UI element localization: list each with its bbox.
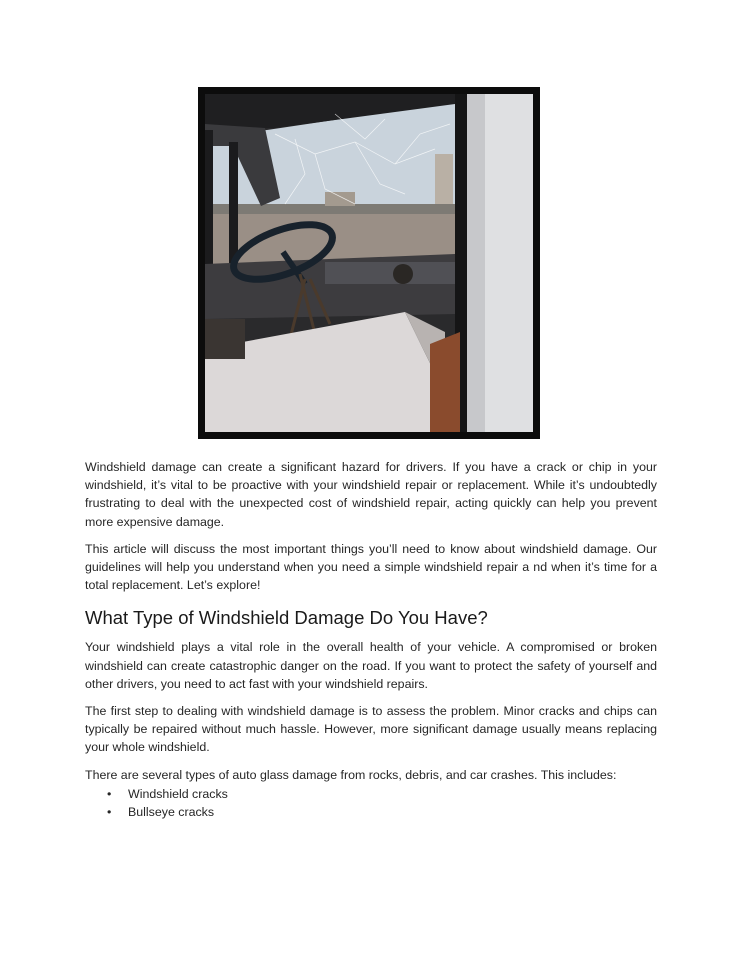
bullet-icon: • [107, 805, 112, 820]
damage-types-list [85, 785, 657, 821]
section-paragraph-1: Your windshield plays a vital role in the overall health of your vehicle. A compromised or broken windshield can create catastrophic danger on the road. If you want to protect the safety of yourself and other drivers, you need to act fast with your windshield repairs. [85, 640, 657, 691]
list-item [107, 803, 657, 821]
article-overview-paragraph: This article will discuss the most important things you’ll need to know about windshield damage. Our guidelines will help you understand when you need a simple windshield repair a nd when it’s time for a total replacement. Let’s explore! [85, 541, 657, 593]
list-item-text: Windshield cracks [128, 786, 228, 801]
article-photo [198, 87, 540, 439]
section-paragraph-3: There are several types of auto glass damage from rocks, debris, and car crashes. This includes: [85, 767, 617, 782]
bullet-icon: • [107, 786, 112, 801]
list-item [107, 785, 657, 803]
section-heading: What Type of Windshield Damage Do You Have? [85, 607, 488, 629]
intro-paragraph: Windshield damage can create a significant hazard for drivers. If you have a crack or chip in your windshield, it’s vital to be proactive with your windshield repair or replacement. While it’s undoubtedly frustrating to deal with the unexpected cost of windshield repair, acting quickly can help you prevent more expensive damage. [85, 460, 657, 529]
article-body [85, 458, 657, 821]
list-item-text: Bullseye cracks [128, 805, 215, 820]
section-paragraph-2: The first step to dealing with windshield damage is to assess the problem. Minor cracks and chips can typically be repaired without much hassle. However, more significant damage usually means replacing your whole windshield. [85, 704, 657, 755]
truck-cab-photo-icon [205, 94, 533, 432]
